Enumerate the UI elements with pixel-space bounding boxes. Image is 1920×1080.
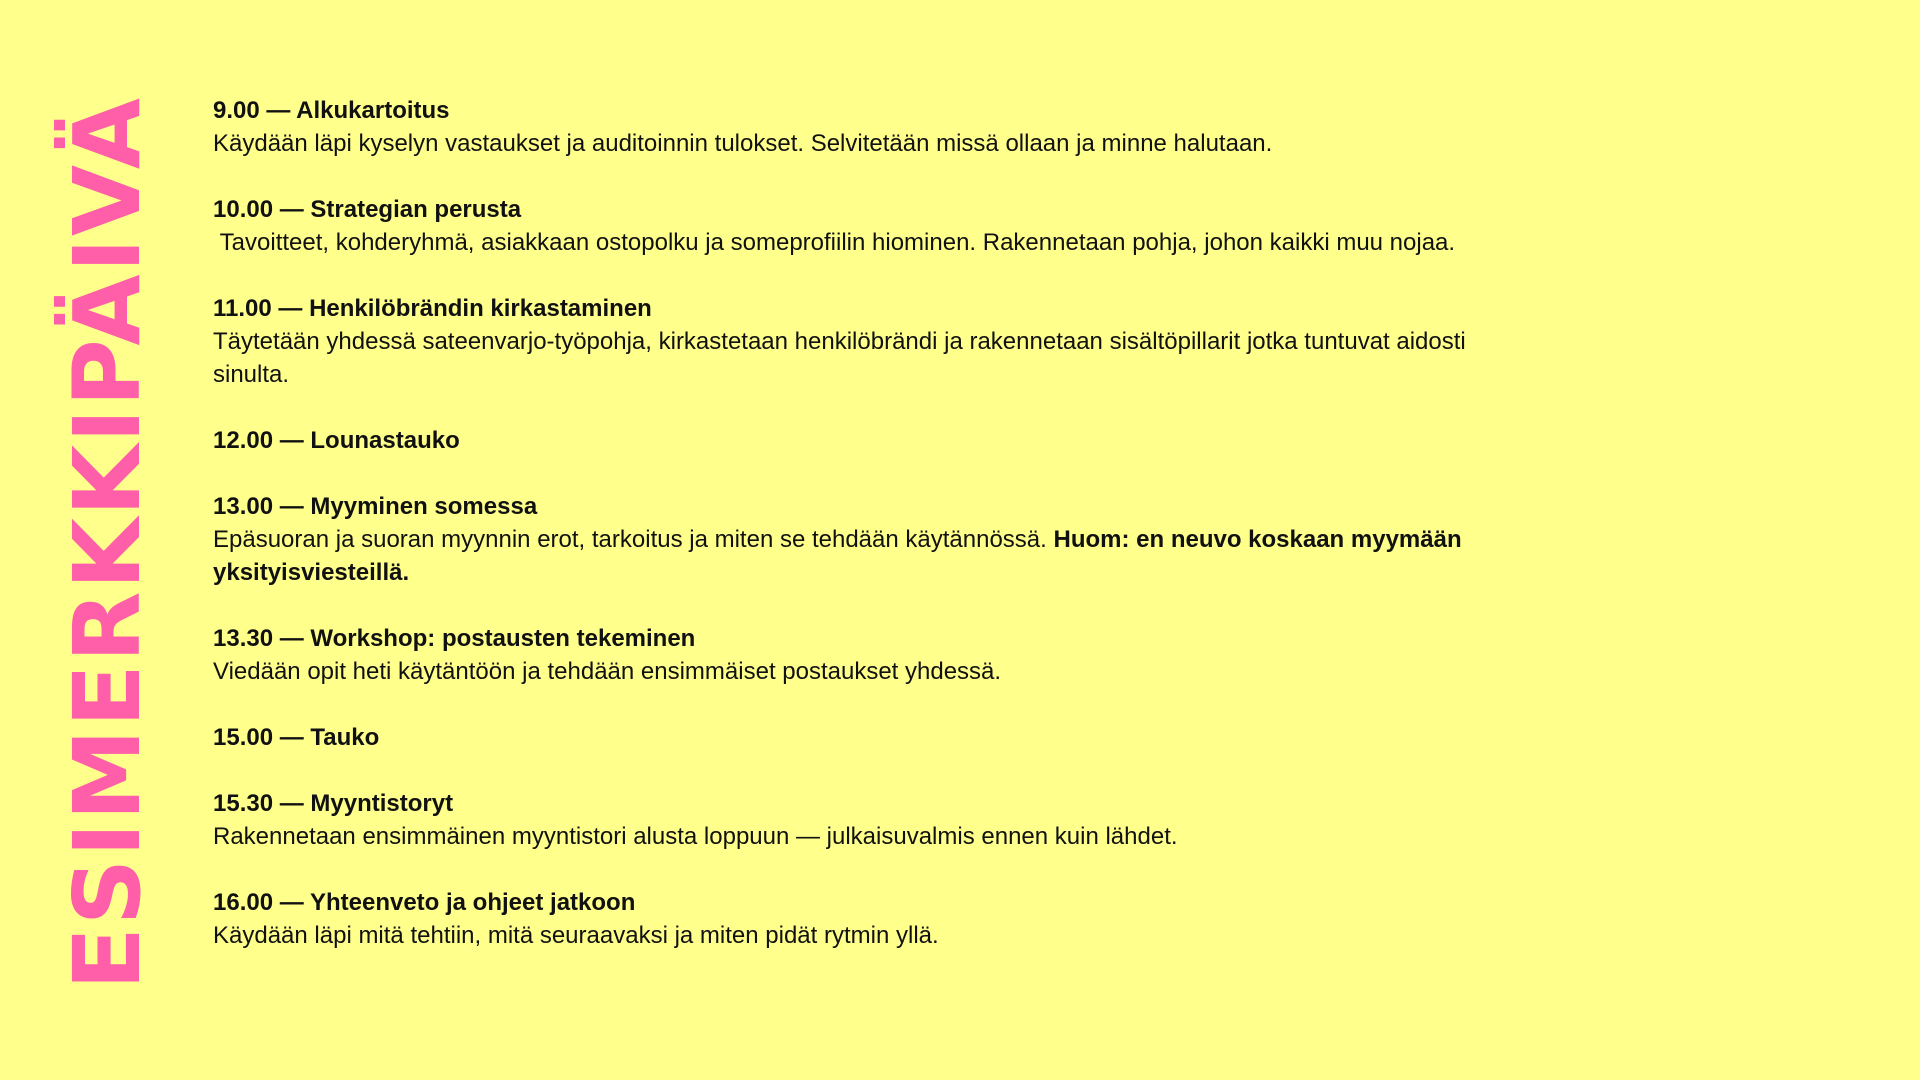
agenda-item-description-text: Epäsuoran ja suoran myynnin erot, tarkoitus ja miten se tehdään käytännössä. xyxy=(213,526,1054,553)
agenda-item-description xyxy=(213,226,1503,259)
side-title-text: ESIMERKKIPÄIVÄ xyxy=(54,96,161,990)
agenda-item xyxy=(213,721,1503,754)
agenda-item-description xyxy=(213,919,1503,952)
agenda-item-heading: 10.00 — Strategian perusta xyxy=(213,196,522,223)
agenda-item-heading: 15.30 — Myyntistoryt xyxy=(213,790,454,817)
agenda-item-description-text: Käydään läpi mitä tehtiin, mitä seuraavaksi ja miten pidät rytmin yllä. xyxy=(213,922,939,949)
agenda-item xyxy=(213,886,1503,952)
agenda-item-description xyxy=(213,325,1503,391)
agenda-item-description-text: Käydään läpi kyselyn vastaukset ja auditoinnin tulokset. Selvitetään missä ollaan ja minne halutaan. xyxy=(213,130,1273,157)
agenda-item-heading: 13.00 — Myyminen somessa xyxy=(213,493,538,520)
agenda-item xyxy=(213,292,1503,391)
agenda-item xyxy=(213,490,1503,589)
agenda-item-heading: 16.00 — Yhteenveto ja ohjeet jatkoon xyxy=(213,889,636,916)
agenda-item-description-text: Tavoitteet, kohderyhmä, asiakkaan ostopolku ja someprofiilin hiominen. Rakennetaan pohja, johon kaikki muu nojaa. xyxy=(213,229,1456,256)
agenda-item-heading: 15.00 — Tauko xyxy=(213,724,380,751)
agenda-item-heading: 13.30 — Workshop: postausten tekeminen xyxy=(213,625,696,652)
agenda-item-description-text: Täytetään yhdessä sateenvarjo-työpohja, kirkastetaan henkilöbrändi ja rakennetaan sisältöpillarit jotka tuntuvat aidosti sinulta. xyxy=(213,328,1466,388)
agenda-item-description xyxy=(213,523,1503,589)
agenda-item xyxy=(213,424,1503,457)
agenda-item-description xyxy=(213,820,1503,853)
side-title xyxy=(43,88,173,998)
agenda-item-description xyxy=(213,127,1503,160)
agenda-item-description xyxy=(213,655,1503,688)
agenda-item-heading: 9.00 — Alkukartoitus xyxy=(213,97,450,124)
agenda-item-heading: 12.00 — Lounastauko xyxy=(213,427,460,454)
agenda-item xyxy=(213,193,1503,259)
agenda-item-heading: 11.00 — Henkilöbrändin kirkastaminen xyxy=(213,295,652,322)
agenda-list xyxy=(213,94,1503,985)
agenda-item xyxy=(213,94,1503,160)
agenda-item-description-text: Rakennetaan ensimmäinen myyntistori alusta loppuun — julkaisuvalmis ennen kuin lähdet. xyxy=(213,823,1178,850)
agenda-item xyxy=(213,787,1503,853)
agenda-item xyxy=(213,622,1503,688)
agenda-item-emphasis: Huom: en neuvo koskaan myymään yksityisviesteillä. xyxy=(213,526,1469,586)
agenda-item-description-text: Viedään opit heti käytäntöön ja tehdään ensimmäiset postaukset yhdessä. xyxy=(213,658,1002,685)
